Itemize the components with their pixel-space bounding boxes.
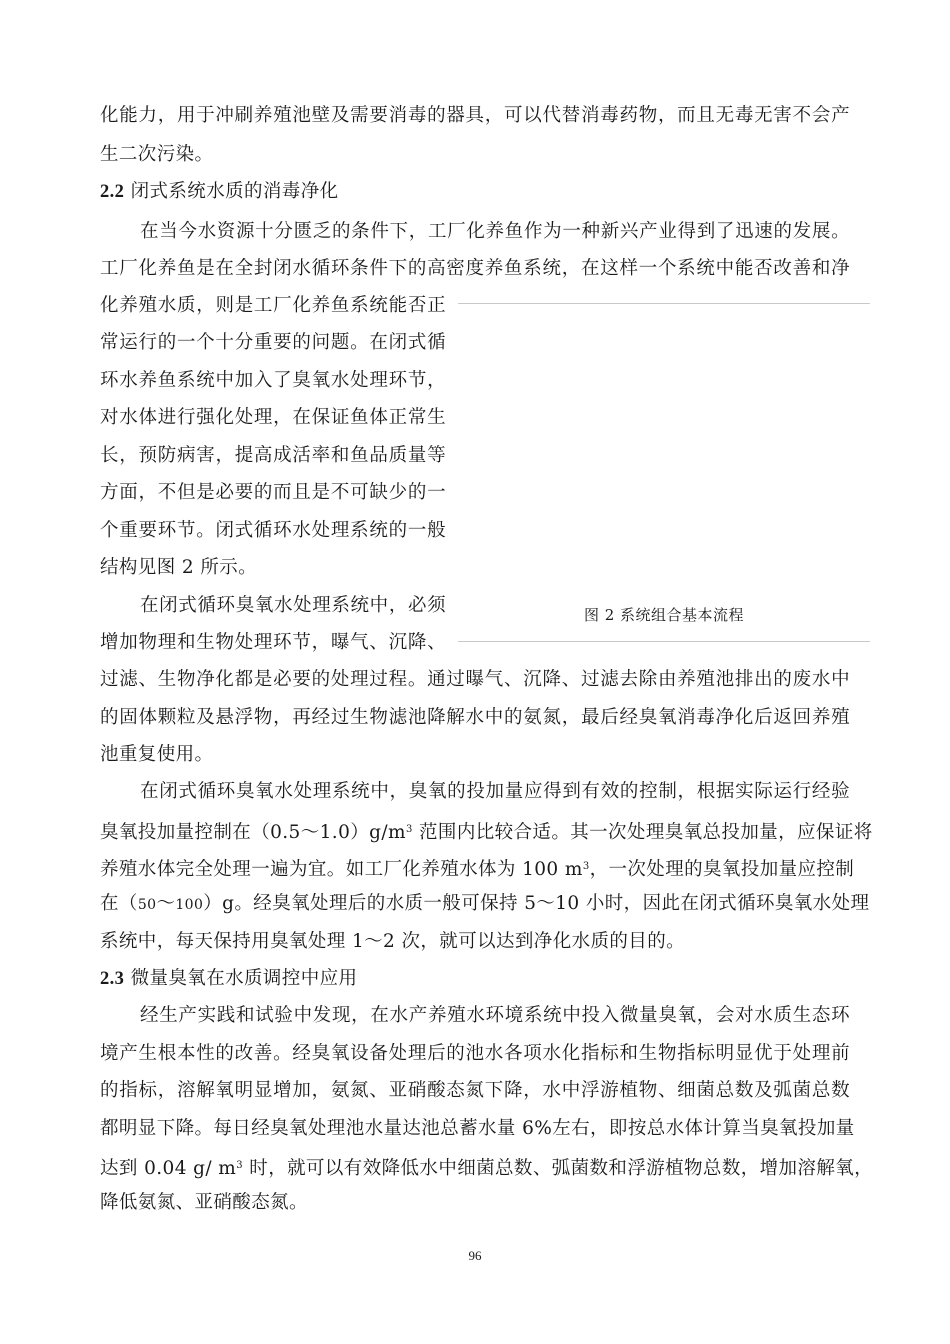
text-run: 范围内比较合适。其一次处理臭氧总投加量，应保证将 [412, 822, 873, 843]
paragraph-line: 化能力，用于冲刷养殖池壁及需要消毒的器具，可以代替消毒药物，而且无毒无害不会产 [100, 105, 850, 126]
superscript: 3 [236, 1160, 244, 1171]
text-run-small: 100 [175, 897, 204, 913]
text-run: ，一次处理的臭氧投加量应控制 [589, 859, 855, 880]
section-number: 2.3 [100, 969, 125, 989]
superscript: 3 [405, 824, 413, 835]
paragraph-line: 境产生根本性的改善。经臭氧设备处理后的池水各项水化指标和生物指标明显优于处理前 [100, 1043, 850, 1064]
paragraph-line: 工厂化养鱼是在全封闭水循环条件下的高密度养鱼系统，在这样一个系统中能否改善和净 [100, 258, 850, 279]
figure-top-rule [458, 303, 870, 304]
section-heading-2-3 [100, 966, 357, 992]
paragraph-line: 的指标，溶解氧明显增加，氨氮、亚硝酸态氮下降，水中浮游植物、细菌总数及弧菌总数 [100, 1080, 850, 1101]
superscript: 3 [582, 861, 590, 872]
paragraph-line [100, 891, 870, 918]
paragraph-line: 环水养鱼系统中加入了臭氧水处理环节， [100, 370, 446, 391]
section-heading-2-2 [100, 179, 339, 205]
text-run-small: 50 [137, 897, 157, 913]
paragraph-line: 常运行的一个十分重要的问题。在闭式循 [100, 332, 446, 353]
paragraph-line: 对水体进行强化处理，在保证鱼体正常生 [100, 407, 446, 428]
paragraph-line: 在闭式循环臭氧水处理系统中，必须 [140, 595, 446, 616]
paragraph-line: 化养殖水质，则是工厂化养鱼系统能否正 [100, 295, 446, 316]
page-number: 96 [468, 1248, 482, 1263]
paragraph-line: 在当今水资源十分匮乏的条件下，工厂化养鱼作为一种新兴产业得到了迅速的发展。 [140, 221, 850, 242]
text-run: 臭氧投加量控制在（0.5～1.0）g/m [100, 822, 406, 843]
paragraph-line: 结构见图 2 所示。 [100, 557, 258, 578]
paragraph-line: 降低氨氮、亚硝酸态氮。 [100, 1192, 308, 1213]
figure-caption: 图 2 系统组合基本流程 [583, 606, 745, 624]
section-title: 微量臭氧在水质调控中应用 [130, 968, 358, 989]
text-run: 达到 0.04 g/ m [100, 1158, 237, 1179]
paragraph-line: 经生产实践和试验中发现，在水产养殖水环境系统中投入微量臭氧，会对水质生态环 [140, 1005, 850, 1026]
text-run: 时，就可以有效降低水中细菌总数、弧菌数和浮游植物总数，增加溶解氧， [243, 1158, 874, 1179]
text-run: ）g。经臭氧处理后的水质一般可保持 5～10 小时，因此在闭式循环臭氧水处理 [203, 893, 870, 914]
paragraph-line [100, 817, 873, 846]
paragraph-line [100, 1153, 874, 1182]
paragraph-line: 在闭式循环臭氧水处理系统中，臭氧的投加量应得到有效的控制，根据实际运行经验 [140, 781, 850, 802]
section-number: 2.2 [100, 182, 125, 202]
text-run: ～ [156, 893, 176, 914]
paragraph-line: 生二次污染。 [100, 144, 214, 165]
paragraph-line: 系统中，每天保持用臭氧处理 1～2 次，就可以达到净化水质的目的。 [100, 931, 686, 952]
paragraph-line: 方面，不但是必要的而且是不可缺少的一 [100, 482, 446, 503]
paragraph-line: 增加物理和生物处理环节，曝气、沉降、 [100, 632, 446, 653]
text-run: 在（ [100, 893, 138, 914]
paragraph-line: 个重要环节。闭式循环水处理系统的一般 [100, 520, 446, 541]
paragraph-line [100, 854, 855, 883]
figure-bottom-rule [458, 641, 870, 642]
text-run: 养殖水体完全处理一遍为宜。如工厂化养殖水体为 100 m [100, 859, 583, 880]
paragraph-line: 长，预防病害，提高成活率和鱼品质量等 [100, 445, 446, 466]
paragraph-line: 池重复使用。 [100, 744, 214, 765]
paragraph-line: 都明显下降。每日经臭氧处理池水量达池总蓄水量 6%左右，即按总水体计算当臭氧投加量 [100, 1118, 855, 1139]
paragraph-line: 的固体颗粒及悬浮物，再经过生物滤池降解水中的氨氮，最后经臭氧消毒净化后返回养殖 [100, 707, 850, 728]
section-title: 闭式系统水质的消毒净化 [130, 181, 339, 202]
paragraph-line: 过滤、生物净化都是必要的处理过程。通过曝气、沉降、过滤去除由养殖池排出的废水中 [100, 669, 850, 690]
